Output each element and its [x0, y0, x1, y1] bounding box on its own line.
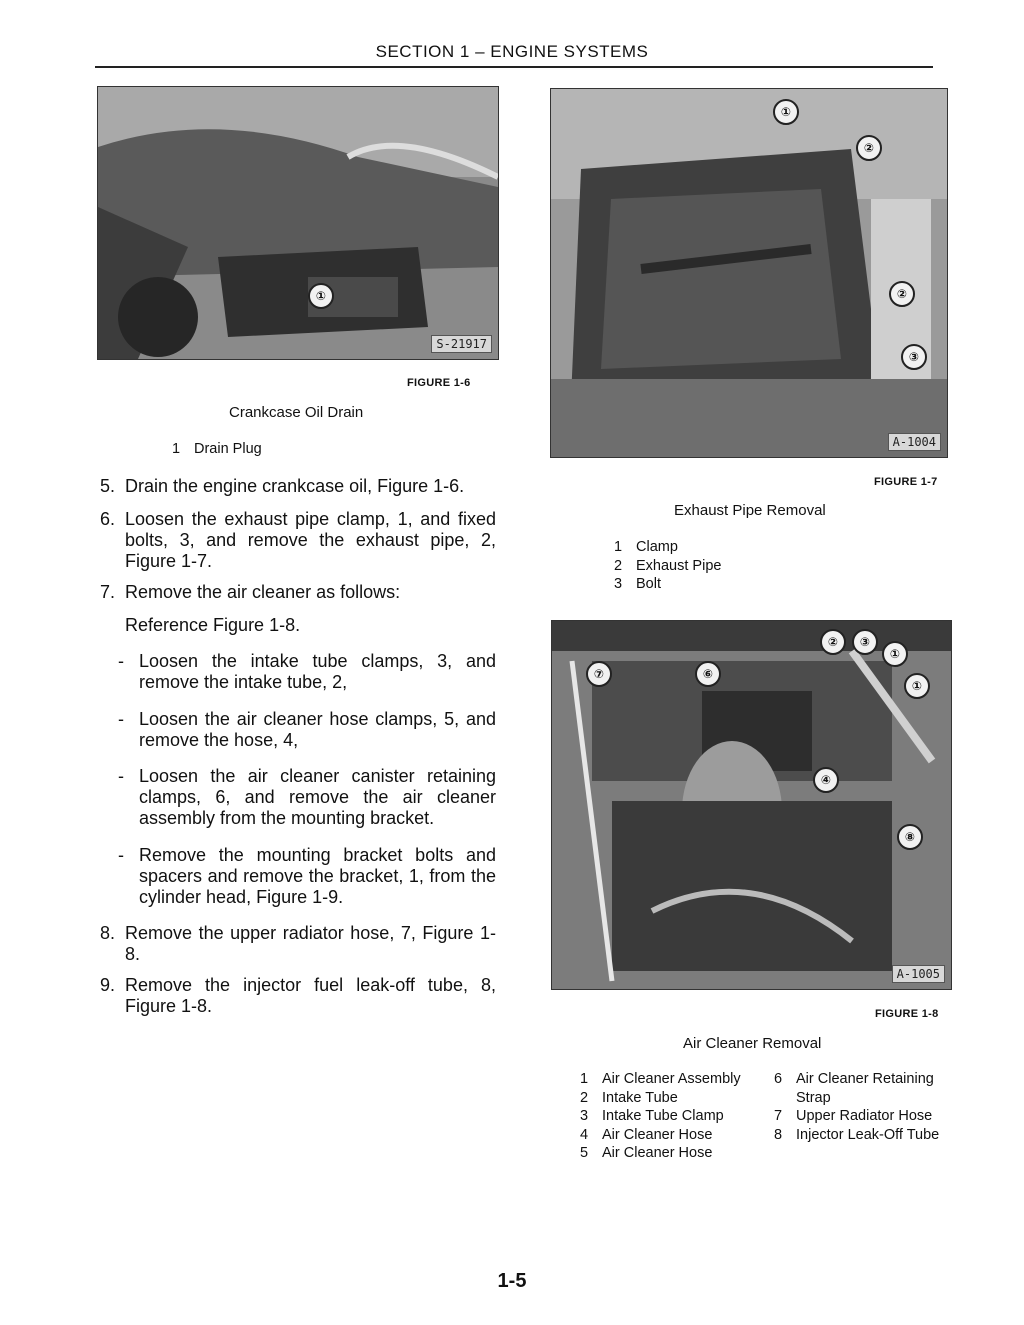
callout-1: ① [773, 99, 799, 125]
figure-1-7-photo [550, 88, 948, 458]
figure-1-8-photo [551, 620, 952, 990]
legend-item: 1 Clamp [614, 539, 678, 555]
legend-item: 6 Air Cleaner Retaining [774, 1071, 934, 1087]
figure-1-8-caption: Air Cleaner Removal [683, 1035, 822, 1052]
figure-1-6-legend [172, 440, 262, 459]
legend-item: 3 Intake Tube Clamp [580, 1108, 724, 1124]
legend-item: Strap [796, 1089, 831, 1106]
legend-item: 2 Intake Tube [580, 1089, 678, 1106]
reference-text: Reference Figure 1-8. [125, 615, 301, 635]
header-divider [95, 66, 933, 68]
callout-1: ① [882, 641, 908, 667]
figure-1-7-label: FIGURE 1-7 [874, 476, 938, 488]
figure-1-8-legend-right [774, 1070, 939, 1144]
callout-8: ⑧ [897, 824, 923, 850]
legend-item: 3 Bolt [614, 576, 661, 592]
callout-1: ① [308, 283, 334, 309]
photo-tag: A-1004 [888, 433, 941, 451]
callout-2: ② [856, 135, 882, 161]
figure-1-8-label: FIGURE 1-8 [875, 1008, 939, 1020]
callout-3: ③ [901, 344, 927, 370]
step-9: 9. Remove the injector fuel leak-off tube, 8, Figure 1-8. [100, 975, 496, 1016]
figure-1-6-photo [97, 86, 499, 360]
callout-2: ② [820, 629, 846, 655]
legend-item: 2 Exhaust Pipe [614, 557, 722, 574]
page-number: 1-5 [497, 1270, 527, 1292]
step-5: 5. Drain the engine crankcase oil, Figure 1-6. [100, 476, 465, 496]
substep-intake-tube: - Loosen the intake tube clamps, 3, and remove the intake tube, 2, [118, 651, 496, 692]
substep-mounting-bracket: - Remove the mounting bracket bolts and spacers and remove the bracket, 1, from the cylinder head, Figure 1-9. [118, 845, 496, 907]
legend-item: 1 Air Cleaner Assembly [580, 1071, 741, 1087]
legend-item: 5 Air Cleaner Hose [580, 1145, 713, 1161]
substep-canister-clamps: - Loosen the air cleaner canister retaining clamps, 6, and remove the air cleaner assembly from the mounting bracket. [118, 766, 496, 828]
callout-6: ⑥ [695, 661, 721, 687]
callout-7: ⑦ [586, 661, 612, 687]
callout-2: ② [889, 281, 915, 307]
substep-air-cleaner-hose: - Loosen the air cleaner hose clamps, 5, and remove the hose, 4, [118, 709, 496, 750]
photo-tag: S-21917 [431, 335, 492, 353]
figure-1-8-legend-left [580, 1070, 741, 1163]
callout-1: ① [904, 673, 930, 699]
callout-4: ④ [813, 767, 839, 793]
legend-item: 4 Air Cleaner Hose [580, 1126, 713, 1143]
legend-item: 8 Injector Leak-Off Tube [774, 1126, 940, 1143]
callout-3: ③ [852, 629, 878, 655]
figure-1-7-legend [614, 538, 721, 594]
step-8: 8. Remove the upper radiator hose, 7, Figure 1-8. [100, 923, 496, 964]
step-6: 6. Loosen the exhaust pipe clamp, 1, and fixed bolts, 3, and remove the exhaust pipe, 2, Figure 1-7. [100, 509, 496, 571]
step-7: 7. Remove the air cleaner as follows: [100, 582, 401, 602]
figure-1-7-caption: Exhaust Pipe Removal [674, 502, 826, 519]
legend-item: 7 Upper Radiator Hose [774, 1108, 933, 1124]
figure-1-6-caption: Crankcase Oil Drain [229, 404, 364, 421]
figure-1-6-label: FIGURE 1-6 [407, 377, 471, 389]
photo-tag: A-1005 [892, 965, 945, 983]
legend-item: 1 Drain Plug [172, 441, 262, 457]
section-header: SECTION 1 – ENGINE SYSTEMS [375, 42, 649, 61]
